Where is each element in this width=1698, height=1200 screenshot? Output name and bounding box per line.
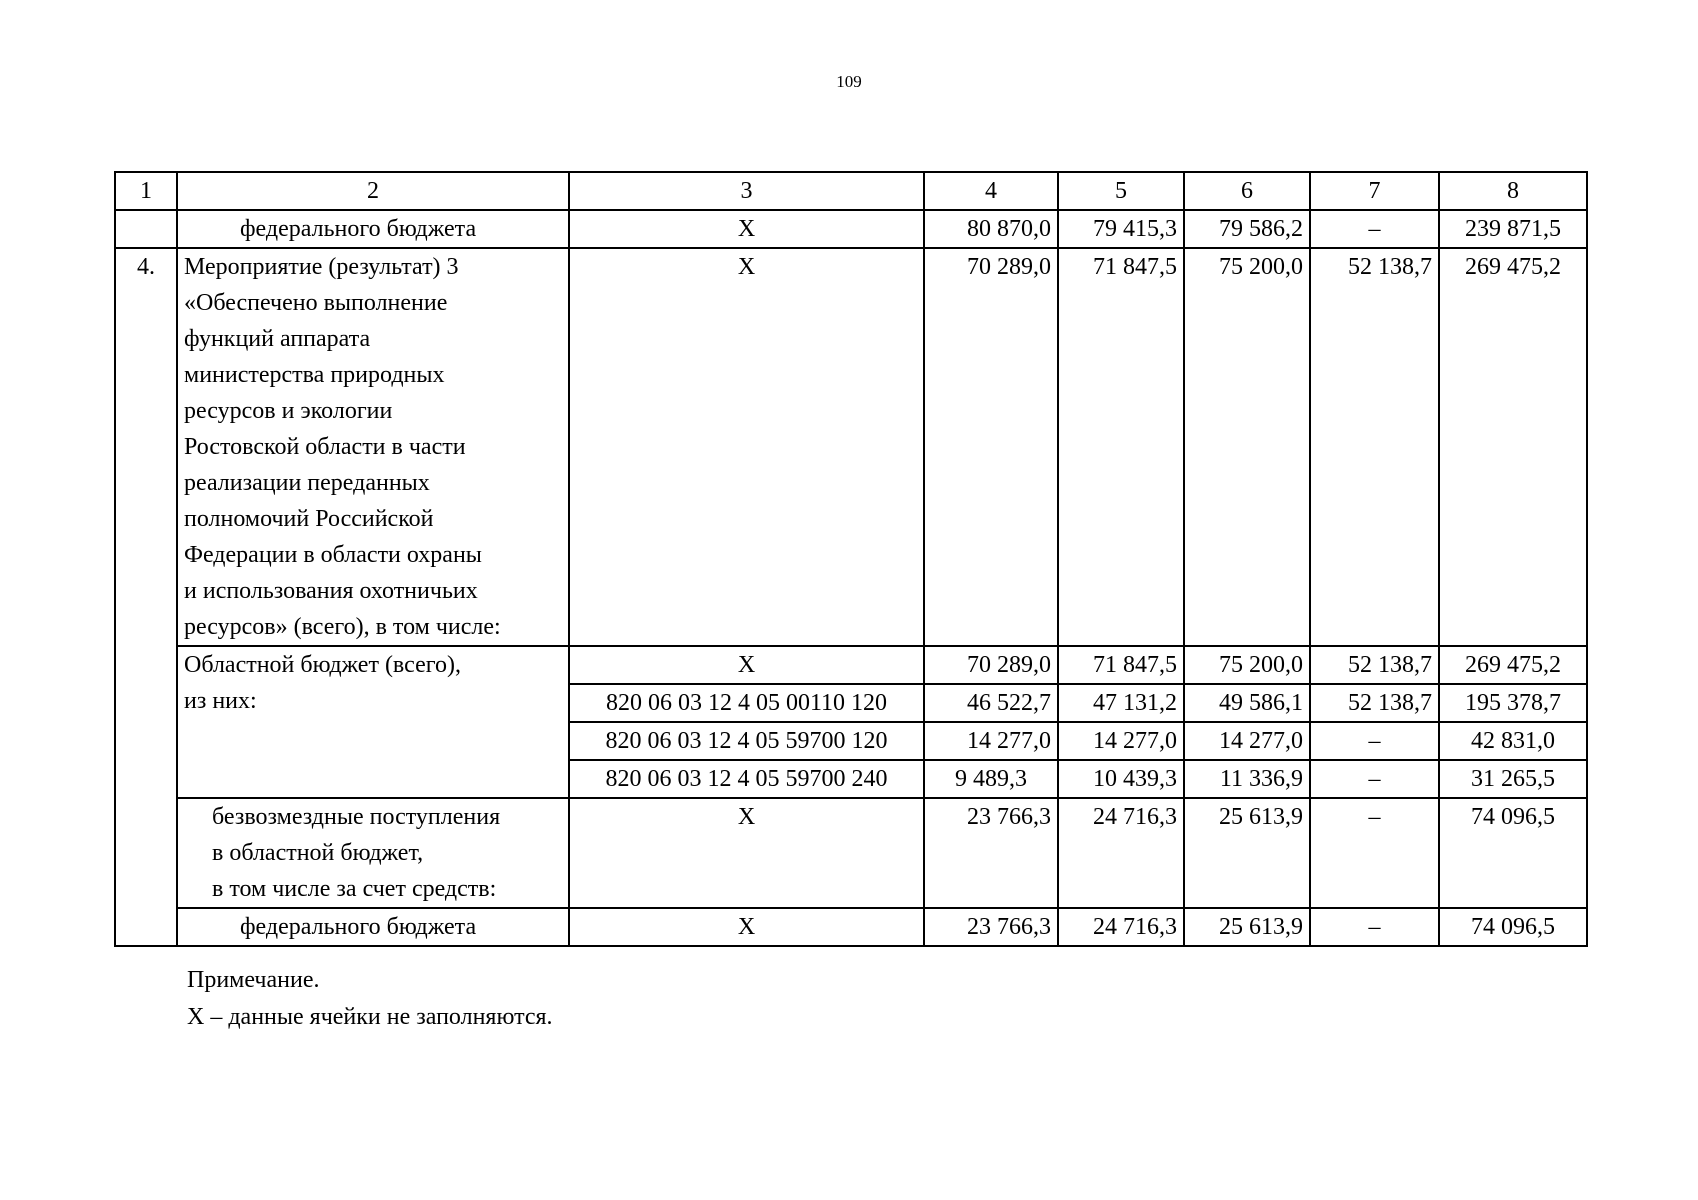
value-cell-7: 52 138,7 [1310,646,1439,684]
gratuitous-receipts-line: в том числе за счет средств: [212,876,497,902]
value-cell-6: 11 336,9 [1184,760,1310,798]
event-description-line: министерства природных [184,362,445,388]
value-cell-4: 46 522,7 [924,684,1058,722]
value-cell-8: 31 265,5 [1439,760,1587,798]
table-row [115,798,1587,908]
budget-table [114,171,1588,947]
value-cell-6: 75 200,0 [1184,248,1310,646]
code-cell: X [569,646,924,684]
header-cell-2: 2 [177,172,569,210]
value-cell-4: 70 289,0 [924,248,1058,646]
event-description-line: «Обеспечено выполнение [184,290,448,316]
value-cell-6: 25 613,9 [1184,908,1310,946]
value-cell-5: 24 716,3 [1058,798,1184,908]
event-description-line: Мероприятие (результат) 3 [184,254,459,280]
header-cell-7: 7 [1310,172,1439,210]
value-cell-5: 14 277,0 [1058,722,1184,760]
value-cell-6: 75 200,0 [1184,646,1310,684]
value-cell-8: 269 475,2 [1439,646,1587,684]
table-row [115,908,1587,946]
value-cell-4: 14 277,0 [924,722,1058,760]
value-cell-5: 79 415,3 [1058,210,1184,248]
value-cell-5: 71 847,5 [1058,646,1184,684]
event-description-line: Ростовской области в части [184,434,466,460]
header-cell-6: 6 [1184,172,1310,210]
header-row [115,172,1587,210]
code-cell: X [569,908,924,946]
value-cell-7: 52 138,7 [1310,684,1439,722]
regional-budget-label [177,646,569,798]
table-row [115,646,1587,684]
event-description [177,248,569,646]
gratuitous-receipts-label [177,798,569,908]
value-cell-8: 269 475,2 [1439,248,1587,646]
value-cell-6: 25 613,9 [1184,798,1310,908]
value-cell-4: 23 766,3 [924,798,1058,908]
value-cell-5: 47 131,2 [1058,684,1184,722]
regional-budget-line: Областной бюджет (всего), [184,652,461,678]
value-cell-8: 195 378,7 [1439,684,1587,722]
value-cell-8: 74 096,5 [1439,908,1587,946]
value-cell-7: – [1310,908,1439,946]
row-number-cell: 4. [115,248,177,946]
header-cell-3: 3 [569,172,924,210]
value-cell-4: 9 489,3 [924,760,1058,798]
header-cell-5: 5 [1058,172,1184,210]
row-label: федерального бюджета [177,210,569,248]
code-cell: X [569,248,924,646]
value-cell-7: – [1310,210,1439,248]
value-cell-6: 14 277,0 [1184,722,1310,760]
gratuitous-receipts-line: безвозмездные поступления [212,804,501,830]
value-cell-8: 42 831,0 [1439,722,1587,760]
gratuitous-receipts-line: в областной бюджет, [212,840,424,866]
code-cell: X [569,798,924,908]
value-cell-8: 239 871,5 [1439,210,1587,248]
event-description-line: полномочий Российской [184,506,434,532]
value-cell-7: – [1310,798,1439,908]
footnote-text: Х – данные ячейки не заполняются. [187,1004,553,1030]
event-description-line: ресурсов и экологии [184,398,393,424]
event-description-line: реализации переданных [184,470,430,496]
regional-budget-line: из них: [184,688,257,714]
value-cell-6: 49 586,1 [1184,684,1310,722]
row-number-cell [115,210,177,248]
value-cell-6: 79 586,2 [1184,210,1310,248]
budget-code-cell: 820 06 03 12 4 05 00110 120 [569,684,924,722]
footnote-title: Примечание. [187,967,320,993]
value-cell-5: 71 847,5 [1058,248,1184,646]
event-description-line: Федерации в области охраны [184,542,482,568]
page-number: 109 [836,72,862,91]
header-cell-4: 4 [924,172,1058,210]
event-description-line: ресурсов» (всего), в том числе: [184,614,501,640]
value-cell-4: 23 766,3 [924,908,1058,946]
event-description-line: функций аппарата [184,326,371,352]
header-cell-8: 8 [1439,172,1587,210]
table-row [115,210,1587,248]
value-cell-5: 10 439,3 [1058,760,1184,798]
footnote [187,962,553,1036]
value-cell-4: 80 870,0 [924,210,1058,248]
value-cell-7: – [1310,760,1439,798]
code-cell: X [569,210,924,248]
budget-code-cell: 820 06 03 12 4 05 59700 240 [569,760,924,798]
budget-code-cell: 820 06 03 12 4 05 59700 120 [569,722,924,760]
row-label: федерального бюджета [177,908,569,946]
value-cell-7: 52 138,7 [1310,248,1439,646]
header-cell-1: 1 [115,172,177,210]
value-cell-4: 70 289,0 [924,646,1058,684]
value-cell-8: 74 096,5 [1439,798,1587,908]
value-cell-7: – [1310,722,1439,760]
value-cell-5: 24 716,3 [1058,908,1184,946]
table-row [115,248,1587,646]
event-description-line: и использования охотничьих [184,578,478,604]
